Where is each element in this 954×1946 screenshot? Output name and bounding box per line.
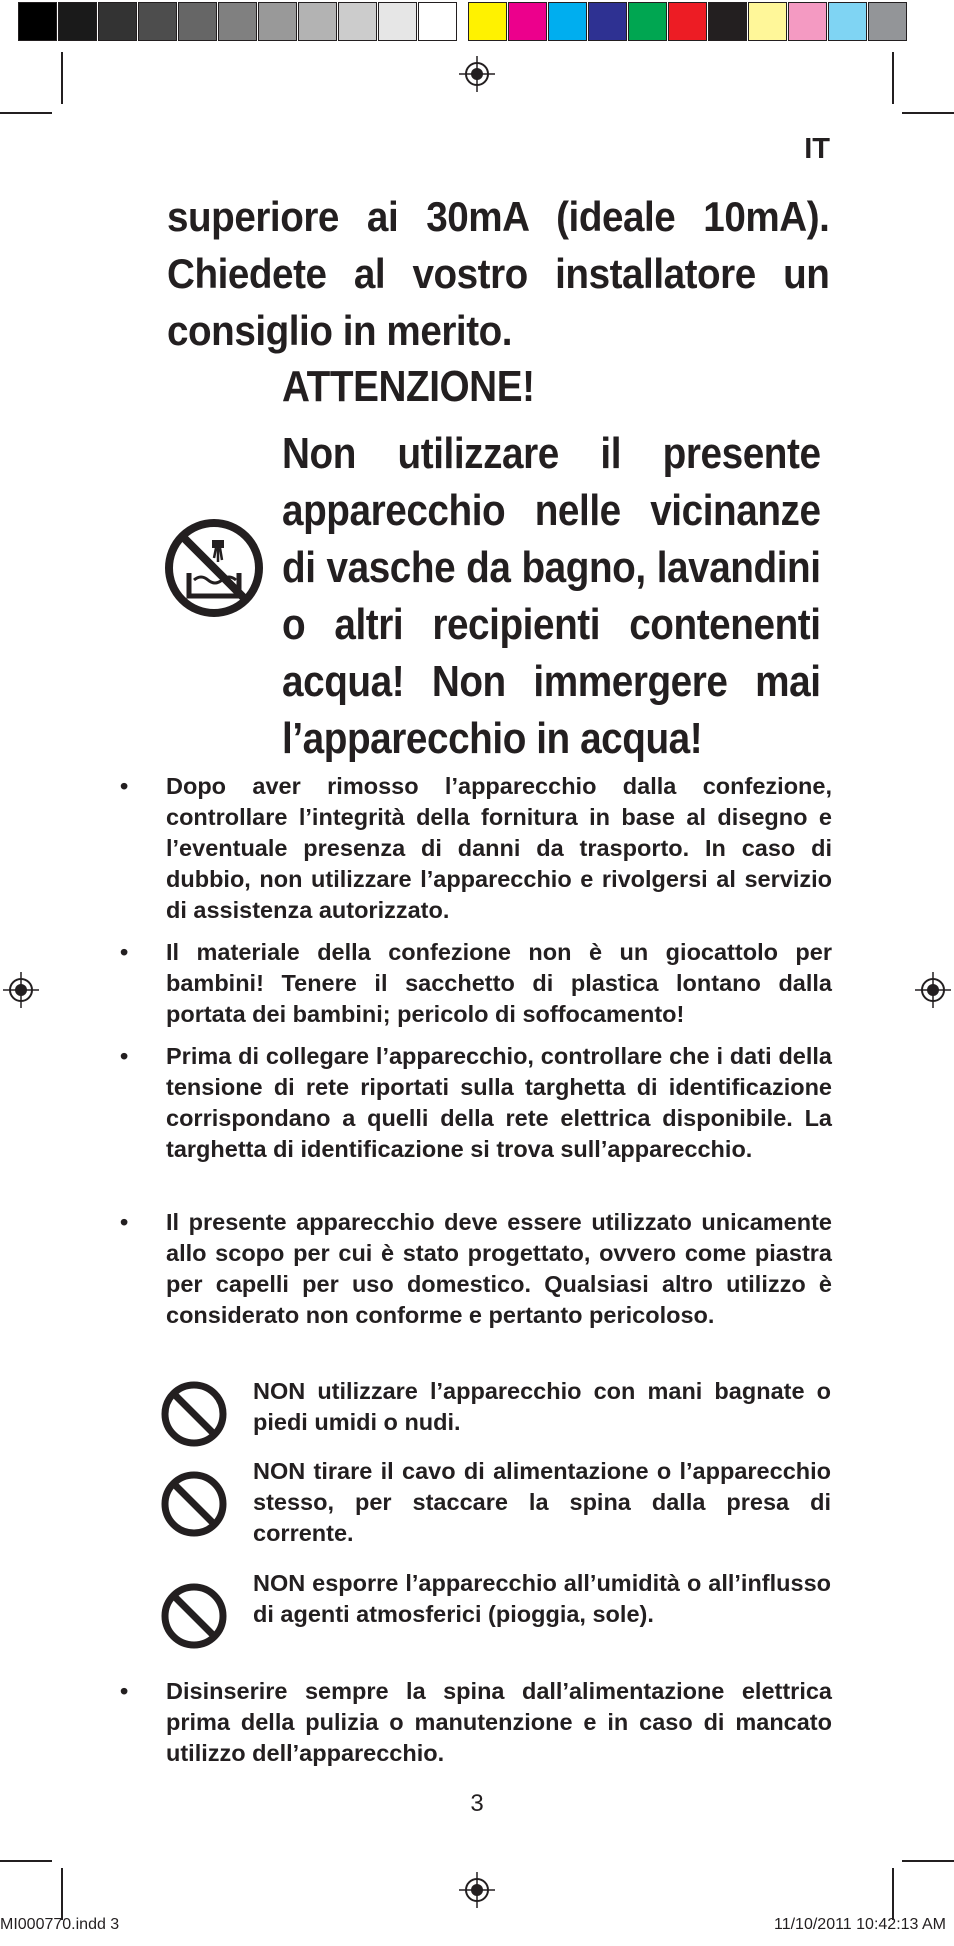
crop-mark — [0, 1860, 52, 1862]
language-label: IT — [804, 133, 830, 165]
warning-text: Non utilizzare il presente apparecchio nelle vicinanze di vasche da bagno, lavandini o altri recipienti contenenti acqua! Non immergere mai l’apparecchio in acqua! — [282, 429, 821, 763]
prohibition-note: NON tirare il cavo di alimentazione o l’apparecchio stesso, per staccare la spina dalla presa di corrente. — [253, 1458, 831, 1546]
color-swatch — [868, 2, 907, 41]
color-calibration-bar — [18, 2, 908, 42]
color-swatch — [628, 2, 667, 41]
color-swatch — [298, 2, 337, 41]
bullet-marker: • — [120, 939, 129, 965]
color-swatch — [18, 2, 57, 41]
registration-mark-icon — [459, 56, 495, 92]
color-swatch — [468, 2, 507, 41]
registration-mark-icon — [459, 1872, 495, 1908]
prohibition-note: NON utilizzare l’apparecchio con mani bagnate o piedi umidi o nudi. — [253, 1378, 831, 1435]
swatch-gap — [458, 2, 468, 42]
color-swatch — [508, 2, 547, 41]
crop-mark — [0, 112, 52, 114]
color-swatch — [138, 2, 177, 41]
color-swatch — [338, 2, 377, 41]
crop-mark — [902, 112, 954, 114]
file-slug: MI000770.indd 3 — [0, 1916, 120, 1933]
color-swatch — [178, 2, 217, 41]
bullet-text: Dopo aver rimosso l’apparecchio dalla confezione, controllare l’integrità della fornitura in base al disegno e l’eventuale presenza di danni da trasporto. In caso di dubbio, non utilizzare l’apparecchio e rivolgersi al servizio di assistenza autorizzato. — [166, 773, 832, 923]
prohibited-icon — [160, 1582, 228, 1650]
color-swatch — [218, 2, 257, 41]
bullet-marker: • — [120, 1678, 129, 1704]
prohibition-note: NON esporre l’apparecchio all’umidità o all’influsso di agenti atmosferici (pioggia, sole). — [253, 1570, 831, 1627]
no-bath-water-icon — [164, 518, 264, 618]
bullet-text: Il presente apparecchio deve essere utilizzato unicamente allo scopo per cui è stato progettato, ovvero come piastra per capelli per uso domestico. Qualsiasi altro utilizzo è considerato non conforme e pertanto pericoloso. — [166, 1209, 832, 1328]
crop-mark — [892, 52, 894, 104]
warning-title: ATTENZIONE! — [282, 362, 535, 411]
registration-mark-icon — [915, 972, 951, 1008]
bullet-marker: • — [120, 1209, 129, 1235]
color-swatch — [748, 2, 787, 41]
list-item — [120, 771, 832, 926]
crop-mark — [61, 1868, 63, 1920]
color-swatch — [258, 2, 297, 41]
bullet-marker: • — [120, 773, 129, 799]
prohibited-icon — [160, 1470, 228, 1538]
color-swatch — [418, 2, 457, 41]
intro-paragraph: superiore ai 30mA (ideale 10mA). Chiedete al vostro installatore un consiglio in merito. — [167, 193, 830, 354]
bullet-text: Il materiale della confezione non è un giocattolo per bambini! Tenere il sacchetto di plastica lontano dalla portata dei bambini; pericolo di soffocamento! — [166, 939, 832, 1027]
list-item — [120, 1207, 832, 1331]
color-swatch — [668, 2, 707, 41]
crop-mark — [902, 1860, 954, 1862]
color-swatch — [588, 2, 627, 41]
list-item — [120, 1676, 832, 1769]
color-swatch — [788, 2, 827, 41]
color-swatch — [828, 2, 867, 41]
list-item — [120, 1041, 832, 1165]
prohibited-icon — [160, 1380, 228, 1448]
crop-mark — [892, 1868, 894, 1920]
color-swatch — [378, 2, 417, 41]
page-number: 3 — [470, 1790, 484, 1817]
list-item — [120, 937, 832, 1030]
color-swatch — [98, 2, 137, 41]
bullet-text: Prima di collegare l’apparecchio, controllare che i dati della tensione di rete riportati sulla targhetta di identificazione corrispondano a quelli della rete elettrica disponibile. La targhetta di identificazione si trova sull’apparecchio. — [166, 1043, 832, 1162]
bullet-text: Disinserire sempre la spina dall’alimentazione elettrica prima della pulizia o manutenzione e in caso di mancato utilizzo dell’apparecchio. — [166, 1678, 832, 1766]
color-swatch — [58, 2, 97, 41]
timestamp-slug: 11/10/2011 10:42:13 AM — [774, 1916, 946, 1933]
color-swatch — [708, 2, 747, 41]
registration-mark-icon — [3, 972, 39, 1008]
color-swatch — [548, 2, 587, 41]
bullet-marker: • — [120, 1043, 129, 1069]
crop-mark — [61, 52, 63, 104]
